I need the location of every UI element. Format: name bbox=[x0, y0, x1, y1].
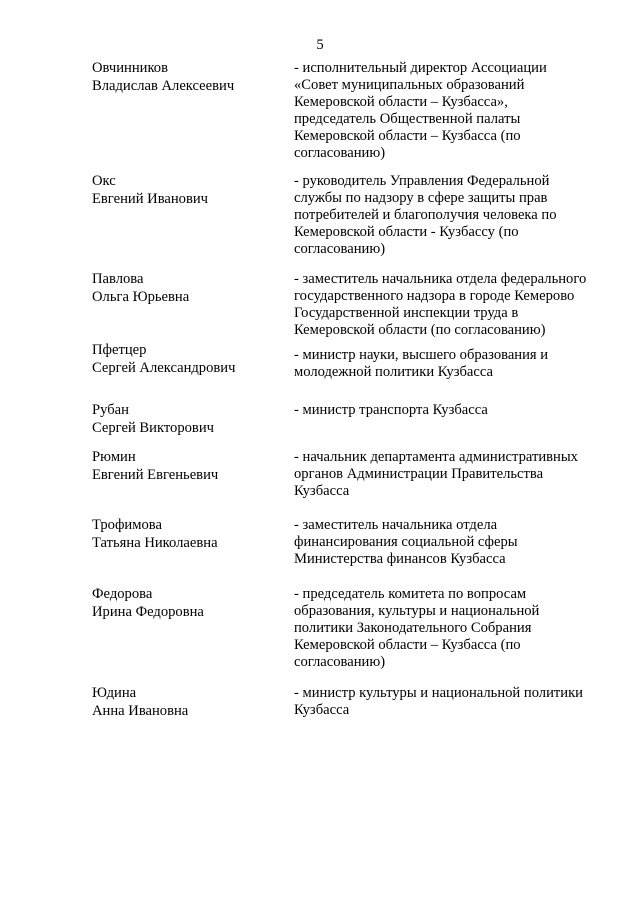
position-line: финансирования социальной сферы bbox=[294, 534, 518, 550]
position-line: «Совет муниципальных образований bbox=[294, 77, 525, 93]
member-name bbox=[92, 173, 282, 208]
member-surname: Рюмин bbox=[92, 449, 136, 465]
position-line: согласованию) bbox=[294, 654, 386, 670]
member-name bbox=[92, 271, 282, 306]
member-position bbox=[294, 586, 604, 671]
member-position bbox=[294, 449, 604, 500]
position-line: Кемеровской области – Кузбасса (по bbox=[294, 637, 521, 653]
position-line: политики Законодательного Собрания bbox=[294, 620, 532, 636]
member-position bbox=[294, 173, 604, 258]
member-given-names: Евгений Иванович bbox=[92, 191, 209, 207]
member-position bbox=[294, 271, 604, 339]
member-name bbox=[92, 402, 282, 437]
member-surname: Овчинников bbox=[92, 60, 168, 76]
position-line: - министр науки, высшего образования и bbox=[294, 347, 549, 363]
member-given-names: Анна Ивановна bbox=[92, 703, 189, 719]
position-line: - исполнительный директор Ассоциации bbox=[294, 60, 547, 76]
member-given-names: Ирина Федоровна bbox=[92, 604, 204, 620]
member-given-names: Сергей Александрович bbox=[92, 360, 236, 376]
position-line: Кемеровской области – Кузбасса (по bbox=[294, 128, 521, 144]
position-line: - председатель комитета по вопросам bbox=[294, 586, 527, 602]
position-line: службы по надзору в сфере защиты прав bbox=[294, 190, 548, 206]
member-name bbox=[92, 517, 282, 552]
position-line: - начальник департамента административных bbox=[294, 449, 578, 465]
member-position bbox=[294, 60, 604, 162]
member-position bbox=[294, 402, 604, 419]
position-line: согласованию) bbox=[294, 145, 386, 161]
position-line: Кемеровской области - Кузбассу (по bbox=[294, 224, 519, 240]
member-given-names: Ольга Юрьевна bbox=[92, 289, 190, 305]
member-position bbox=[294, 517, 604, 568]
position-line: - руководитель Управления Федеральной bbox=[294, 173, 550, 189]
member-surname: Павлова bbox=[92, 271, 144, 287]
position-line: образования, культуры и национальной bbox=[294, 603, 540, 619]
member-surname: Федорова bbox=[92, 586, 153, 602]
member-given-names: Евгений Евгеньевич bbox=[92, 467, 219, 483]
member-surname: Рубан bbox=[92, 402, 129, 418]
member-position bbox=[294, 685, 604, 719]
member-surname: Пфетцер bbox=[92, 342, 147, 358]
member-given-names: Владислав Алексеевич bbox=[92, 78, 235, 94]
position-line: Кузбасса bbox=[294, 483, 350, 499]
page-number: 5 bbox=[316, 37, 324, 53]
member-surname: Трофимова bbox=[92, 517, 162, 533]
member-name bbox=[92, 342, 282, 377]
position-line: молодежной политики Кузбасса bbox=[294, 364, 494, 380]
member-surname: Юдина bbox=[92, 685, 137, 701]
position-line: - заместитель начальника отдела федерального bbox=[294, 271, 587, 287]
position-line: Кемеровской области (по согласованию) bbox=[294, 322, 546, 338]
position-line: - министр культуры и национальной политики bbox=[294, 685, 583, 701]
position-line: органов Администрации Правительства bbox=[294, 466, 544, 482]
member-name bbox=[92, 449, 282, 484]
position-line: государственного надзора в городе Кемерово bbox=[294, 288, 575, 304]
member-name bbox=[92, 60, 282, 95]
member-name bbox=[92, 586, 282, 621]
position-line: - заместитель начальника отдела bbox=[294, 517, 498, 533]
member-name bbox=[92, 685, 282, 720]
position-line: Кемеровской области – Кузбасса», bbox=[294, 94, 508, 110]
member-given-names: Сергей Викторович bbox=[92, 420, 214, 436]
position-line: председатель Общественной палаты bbox=[294, 111, 521, 127]
member-surname: Окс bbox=[92, 173, 116, 189]
position-line: согласованию) bbox=[294, 241, 386, 257]
position-line: - министр транспорта Кузбасса bbox=[294, 402, 488, 418]
member-position bbox=[294, 347, 604, 381]
position-line: потребителей и благополучия человека по bbox=[294, 207, 557, 223]
member-given-names: Татьяна Николаевна bbox=[92, 535, 218, 551]
position-line: Министерства финансов Кузбасса bbox=[294, 551, 506, 567]
position-line: Государственной инспекции труда в bbox=[294, 305, 519, 321]
position-line: Кузбасса bbox=[294, 702, 350, 718]
